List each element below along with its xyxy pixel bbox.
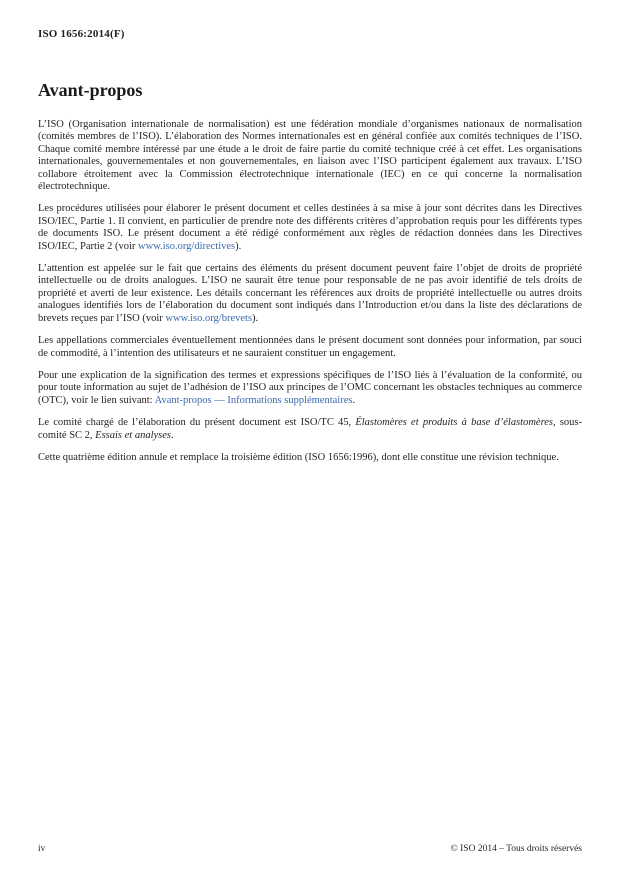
paragraph-wto-end: .	[352, 394, 356, 406]
paragraph-iso-description: L’ISO (Organisation internationale de normalisation) est une fédération mondiale d’organismes nationaux de normalisation (comités membres de l’ISO). L’élaboration des Normes internationales est en général confiée aux comités techniques de l’ISO. Chaque comité membre intéressé par une étude a le droit de faire partie du comité technique créé à cet effet. Les organisations internationales, gouvernementales et non gouvernementales, en liaison avec l’ISO participent également aux travaux. L’ISO collabore étroitement avec la Commission électrotechnique internationale (IEC) en ce qui concerne la normalisation électrotechnique.	[38, 119, 582, 193]
document-reference: ISO 1656:2014(F)	[38, 28, 125, 40]
paragraph-committee	[38, 417, 582, 442]
paragraph-wto	[38, 370, 582, 407]
subcommittee-title: Essais et analyses	[95, 429, 171, 441]
directives-link[interactable]: www.iso.org/directives	[138, 240, 236, 252]
committee-title: Élastomères et produits à base d’élastomères	[355, 417, 554, 429]
paragraph-patents	[38, 263, 582, 325]
page-number: iv	[38, 844, 46, 854]
paragraph-committee-end: .	[171, 429, 174, 441]
brevets-link[interactable]: www.iso.org/brevets	[165, 312, 253, 324]
copyright-notice: © ISO 2014 – Tous droits réservés	[450, 844, 582, 854]
paragraph-procedures-text: Les procédures utilisées pour élaborer le présent document et celles destinées à sa mise à jour sont décrites dans les Directives ISO/IEC, Partie 1. Il convient, en particulier de prendre note des différents critères d’approbation requis pour les différents types de documents ISO. Le présent document a été rédigé conformément aux règles de rédaction données dans les Directives ISO/IEC, Partie 2 (voir	[38, 203, 582, 252]
paragraph-patents-end: ).	[252, 312, 259, 324]
paragraph-committee-mid: , sous-comité SC 2,	[38, 417, 582, 441]
page-footer	[38, 844, 582, 854]
page-title: Avant-propos	[38, 80, 143, 100]
paragraph-committee-text: Le comité chargé de l’élaboration du présent document est ISO/TC 45,	[38, 417, 356, 429]
paragraph-trade-names: Les appellations commerciales éventuellement mentionnées dans le présent document sont données pour information, par souci de commodité, à l’intention des utilisateurs et ne sauraient constituer un engagement.	[38, 335, 582, 359]
paragraph-procedures-end: ).	[235, 240, 242, 252]
foreword-body	[38, 119, 582, 464]
paragraph-patents-text: L’attention est appelée sur le fait que certains des éléments du présent document peuvent faire l’objet de droits de propriété intellectuelle ou de droits analogues. L’ISO ne saurait être tenue pour responsable de ne pas avoir identifié de tels droits de propriété et averti de leur existence. Les détails concernant les références aux droits de propriété intellectuelle ou autres droits analogues identifiés lors de l’élaboration du document sont indiqués dans l’Introduction et/ou dans la liste des déclarations de brevets reçues par l’ISO (voir	[38, 263, 582, 324]
paragraph-wto-text: Pour une explication de la signification des termes et expressions spécifiques de l’ISO liés à l’évaluation de la conformité, ou pour toute information au sujet de l’adhésion de l’ISO aux principes de l’OMC concernant les obstacles techniques au commerce (OTC), voir le lien suivant:	[38, 369, 582, 406]
paragraph-edition: Cette quatrième édition annule et remplace la troisième édition (ISO 1656:1996), dont elle constitue une révision technique.	[38, 451, 559, 463]
foreword-supplementary-link[interactable]: Avant-propos — Informations supplémentaires	[154, 394, 353, 406]
paragraph-procedures	[38, 203, 582, 253]
